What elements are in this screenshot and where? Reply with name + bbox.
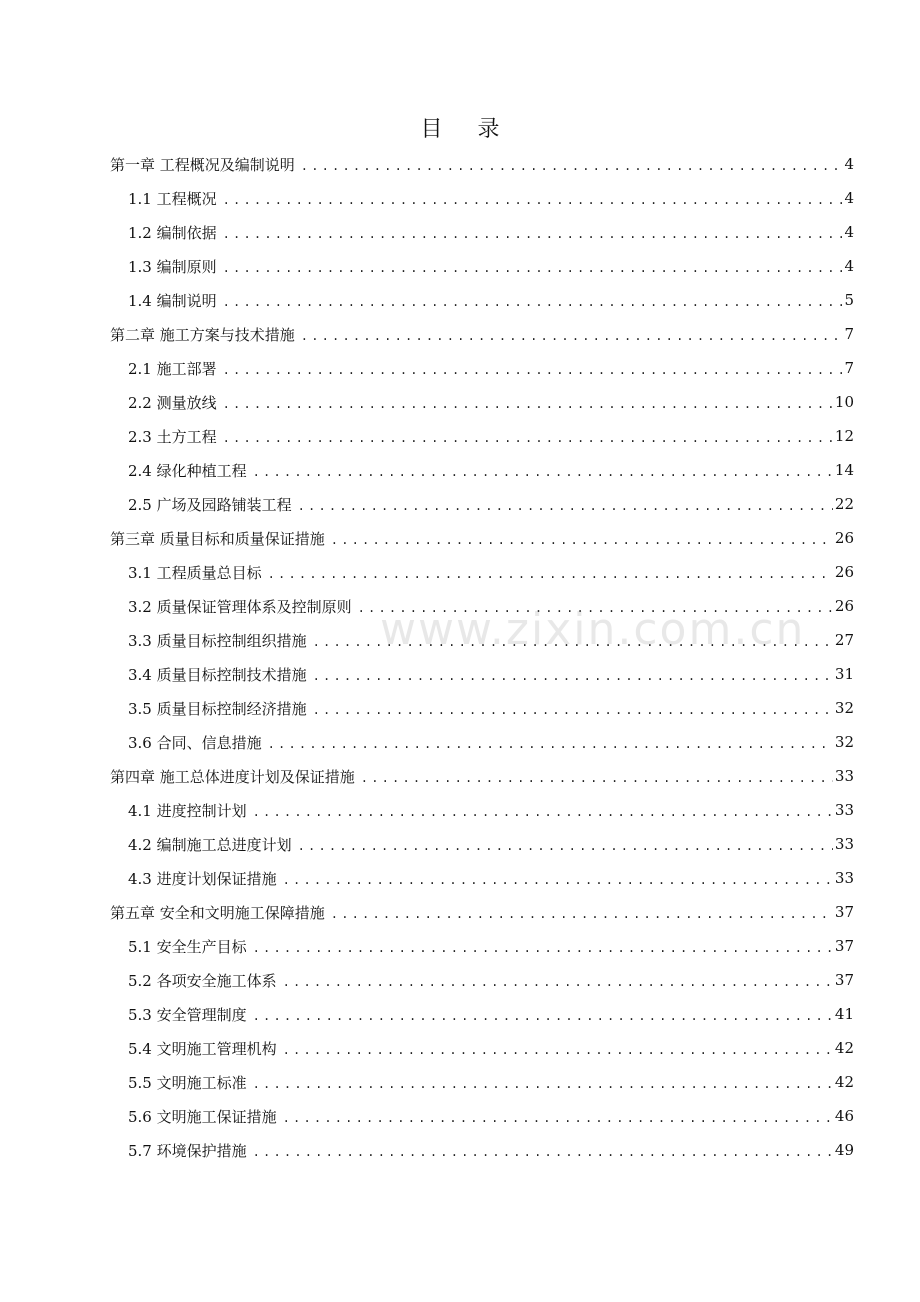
toc-dot-leader [313,703,833,717]
toc-entry-label: 2.4 绿化种植工程 [128,461,247,480]
toc-dot-leader [301,159,843,173]
toc-page-number: 33 [834,835,854,853]
toc-page-number: 37 [834,903,854,921]
toc-section-entry[interactable] [110,929,854,963]
toc-dot-leader [298,839,833,853]
toc-page-number: 5 [844,291,854,309]
toc-dot-leader [253,805,833,819]
toc-chapter-entry[interactable] [110,895,854,929]
toc-entry-label: 3.5 质量目标控制经济措施 [128,699,307,718]
toc-page-number: 37 [834,971,854,989]
toc-dot-leader [253,1009,833,1023]
toc-dot-leader [283,873,833,887]
toc-dot-leader [223,397,833,411]
toc-page-number: 7 [844,325,854,343]
toc-entry-label: 5.3 安全管理制度 [128,1005,247,1024]
toc-entry-label: 3.6 合同、信息措施 [128,733,262,752]
toc-dot-leader [331,533,833,547]
toc-section-entry[interactable] [110,793,854,827]
toc-section-entry[interactable] [110,1065,854,1099]
toc-dot-leader [268,737,833,751]
toc-section-entry[interactable] [110,657,854,691]
toc-section-entry[interactable] [110,963,854,997]
toc-entry-label: 3.1 工程质量总目标 [128,563,262,582]
toc-entry-label: 2.5 广场及园路铺装工程 [128,495,292,514]
toc-page-number: 37 [834,937,854,955]
toc-entry-label: 第三章 质量目标和质量保证措施 [110,529,325,548]
toc-entry-label: 4.1 进度控制计划 [128,801,247,820]
toc-dot-leader [223,261,843,275]
toc-page-number: 42 [834,1039,854,1057]
toc-dot-leader [223,227,843,241]
toc-page-number: 33 [834,767,854,785]
toc-page-number: 33 [834,801,854,819]
toc-section-entry[interactable] [110,725,854,759]
toc-section-entry[interactable] [110,1099,854,1133]
toc-section-entry[interactable] [110,487,854,521]
toc-page-number: 27 [834,631,854,649]
toc-section-entry[interactable] [110,351,854,385]
toc-section-entry[interactable] [110,1031,854,1065]
toc-section-entry[interactable] [110,249,854,283]
toc-page-number: 10 [834,393,854,411]
toc-section-entry[interactable] [110,181,854,215]
toc-dot-leader [223,295,843,309]
toc-entry-label: 5.6 文明施工保证措施 [128,1107,277,1126]
toc-section-entry[interactable] [110,691,854,725]
toc-dot-leader [268,567,833,581]
watermark: www.zixin.com.cn [380,604,806,655]
toc-dot-leader [361,771,833,785]
toc-section-entry[interactable] [110,215,854,249]
toc-page-number: 46 [834,1107,854,1125]
toc-section-entry[interactable] [110,997,854,1031]
toc-dot-leader [283,1043,833,1057]
toc-entry-label: 5.4 文明施工管理机构 [128,1039,277,1058]
toc-entry-label: 5.7 环境保护措施 [128,1141,247,1160]
toc-page-number: 4 [844,223,854,241]
toc-dot-leader [313,635,833,649]
toc-dot-leader [283,975,833,989]
toc-entry-label: 5.1 安全生产目标 [128,937,247,956]
toc-page-number: 14 [834,461,854,479]
toc-page-number: 26 [834,529,854,547]
toc-entry-label: 1.4 编制说明 [128,291,217,310]
toc-entry-label: 第二章 施工方案与技术措施 [110,325,295,344]
toc-page-number: 32 [834,733,854,751]
toc-dot-leader [358,601,833,615]
toc-section-entry[interactable] [110,385,854,419]
toc-dot-leader [331,907,833,921]
toc-section-entry[interactable] [110,861,854,895]
toc-page-number: 26 [834,563,854,581]
toc-entry-label: 3.3 质量目标控制组织措施 [128,631,307,650]
toc-dot-leader [253,465,833,479]
toc-dot-leader [223,431,833,445]
toc-page-number: 22 [834,495,854,513]
toc-page-number: 4 [844,257,854,275]
toc-chapter-entry[interactable] [110,147,854,181]
toc-chapter-entry[interactable] [110,317,854,351]
toc-entry-label: 4.3 进度计划保证措施 [128,869,277,888]
toc-dot-leader [301,329,843,343]
toc-entry-label: 5.2 各项安全施工体系 [128,971,277,990]
toc-section-entry[interactable] [110,419,854,453]
toc-dot-leader [313,669,833,683]
toc-page-number: 4 [844,189,854,207]
toc-page-number: 33 [834,869,854,887]
toc-page-number: 49 [834,1141,854,1159]
toc-page-number: 41 [834,1005,854,1023]
toc-page-number: 42 [834,1073,854,1091]
toc-entry-label: 1.1 工程概况 [128,189,217,208]
toc-page-number: 4 [844,155,854,173]
toc-dot-leader [253,941,833,955]
toc-section-entry[interactable] [110,283,854,317]
toc-dot-leader [253,1077,833,1091]
toc-section-entry[interactable] [110,589,854,623]
toc-chapter-entry[interactable] [110,521,854,555]
toc-entry-label: 第五章 安全和文明施工保障措施 [110,903,325,922]
toc-entry-label: 2.3 土方工程 [128,427,217,446]
toc-entry-label: 5.5 文明施工标准 [128,1073,247,1092]
toc-page-number: 7 [844,359,854,377]
toc-section-entry[interactable] [110,555,854,589]
toc-page-number: 12 [834,427,854,445]
toc-section-entry[interactable] [110,1133,854,1167]
toc-page-number: 26 [834,597,854,615]
toc-section-entry[interactable] [110,827,854,861]
toc-entry-label: 2.2 测量放线 [128,393,217,412]
toc-entry-label: 1.3 编制原则 [128,257,217,276]
toc-entry-label: 第四章 施工总体进度计划及保证措施 [110,767,355,786]
toc-dot-leader [283,1111,833,1125]
toc-dot-leader [253,1145,833,1159]
toc-section-entry[interactable] [110,453,854,487]
toc-entry-label: 4.2 编制施工总进度计划 [128,835,292,854]
table-of-contents [110,147,854,1167]
toc-entry-label: 3.4 质量目标控制技术措施 [128,665,307,684]
toc-page-number: 31 [834,665,854,683]
toc-dot-leader [298,499,833,513]
toc-entry-label: 第一章 工程概况及编制说明 [110,155,295,174]
toc-chapter-entry[interactable] [110,759,854,793]
toc-entry-label: 3.2 质量保证管理体系及控制原则 [128,597,352,616]
toc-dot-leader [223,363,843,377]
toc-title: 目 录 [420,117,514,142]
toc-page-number: 32 [834,699,854,717]
toc-section-entry[interactable] [110,623,854,657]
toc-entry-label: 2.1 施工部署 [128,359,217,378]
toc-dot-leader [223,193,843,207]
toc-entry-label: 1.2 编制依据 [128,223,217,242]
